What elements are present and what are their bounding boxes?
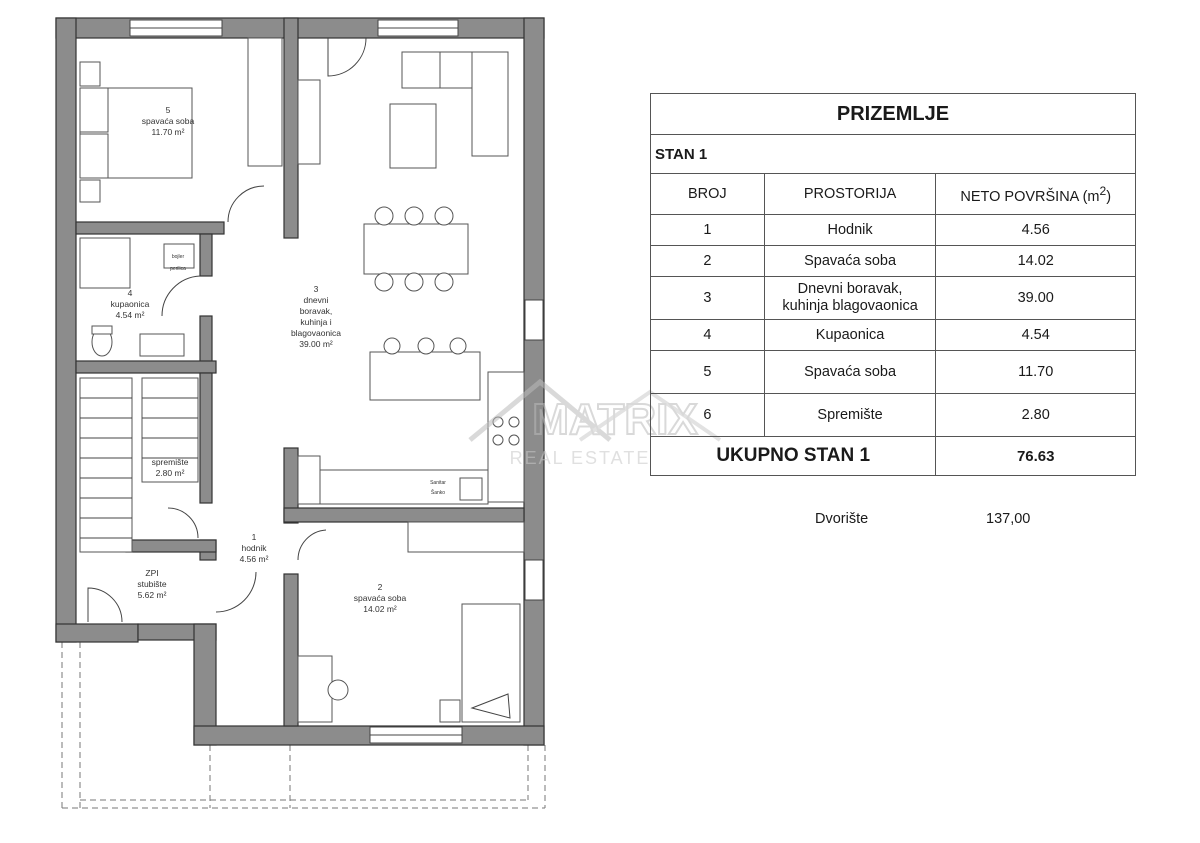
- svg-text:4: 4: [127, 288, 133, 298]
- row-area: 2.80: [936, 394, 1136, 437]
- row-area: 11.70: [936, 351, 1136, 394]
- svg-text:ZPI: ZPI: [145, 568, 159, 578]
- svg-text:3: 3: [313, 284, 319, 294]
- yard-label: Dvorište: [815, 511, 869, 527]
- total-label: UKUPNO STAN 1: [651, 437, 936, 476]
- row-number: 5: [651, 351, 765, 394]
- wardrobe-hall: [298, 80, 320, 164]
- header-broj: BROJ: [651, 174, 765, 215]
- svg-text:boravak,: boravak,: [299, 306, 333, 316]
- table-row: [651, 246, 1136, 277]
- row-room: Dnevni boravak, kuhinja blagovaonica: [764, 277, 936, 320]
- svg-text:4.56 m²: 4.56 m²: [239, 554, 269, 564]
- kitchen-island: [370, 338, 480, 400]
- sofa: [390, 52, 508, 168]
- bed-room2: [298, 522, 524, 722]
- svg-text:4.54 m²: 4.54 m²: [115, 310, 145, 320]
- svg-text:spremište: spremište: [151, 457, 189, 467]
- yard-value: 137,00: [986, 511, 1031, 527]
- svg-text:11.70 m²: 11.70 m²: [151, 127, 185, 137]
- row-room: Spavaća soba: [764, 351, 936, 394]
- row-area: 4.56: [936, 215, 1136, 246]
- table-header: [651, 174, 1136, 215]
- svg-text:spavaća soba: spavaća soba: [141, 116, 195, 126]
- svg-text:stubište: stubište: [137, 579, 167, 589]
- fixture-label-1: bojler: [171, 254, 185, 260]
- svg-text:dnevni: dnevni: [303, 295, 329, 305]
- row-number: 1: [651, 215, 765, 246]
- table-row: [651, 351, 1136, 394]
- svg-text:1: 1: [251, 532, 257, 542]
- row-area: 4.54: [936, 320, 1136, 351]
- svg-text:14.02 m²: 14.02 m²: [363, 604, 397, 614]
- table-row: [651, 215, 1136, 246]
- row-area: 39.00: [936, 277, 1136, 320]
- zpi-label: [137, 568, 167, 600]
- svg-text:spavaća soba: spavaća soba: [353, 593, 407, 603]
- row-room: Spavaća soba: [764, 246, 936, 277]
- row-number: 6: [651, 394, 765, 437]
- watermark-brand: MATRIX: [532, 395, 698, 444]
- row-room: Hodnik: [764, 215, 936, 246]
- header-prostorija: PROSTORIJA: [764, 174, 936, 215]
- svg-text:2: 2: [377, 582, 383, 592]
- svg-text:5: 5: [165, 105, 171, 115]
- table-row: [651, 277, 1136, 320]
- dining-table: [364, 207, 468, 291]
- room6-label: [152, 457, 189, 478]
- room3-label: [291, 284, 341, 349]
- room4-label: [111, 288, 150, 320]
- svg-text:5.62 m²: 5.62 m²: [137, 590, 167, 600]
- row-room: Spremište: [764, 394, 936, 437]
- svg-text:blagovaonica: blagovaonica: [290, 328, 342, 338]
- svg-text:39.00 m²: 39.00 m²: [299, 339, 333, 349]
- fixture-label-2: perilica: [170, 266, 186, 272]
- row-number: 3: [651, 277, 765, 320]
- total-row: [651, 437, 1136, 476]
- room1-label: [240, 532, 269, 564]
- bedroom2-door-swing: [298, 530, 326, 560]
- hallway-door-swing: [216, 572, 256, 612]
- room2-label: [354, 582, 407, 614]
- watermark-sub: REAL ESTATE: [509, 448, 651, 468]
- fixture-label-3: Sanitar: [430, 480, 446, 486]
- svg-text:kupaonica: kupaonica: [110, 299, 150, 309]
- svg-text:2.80 m²: 2.80 m²: [155, 468, 185, 478]
- row-room: Kupaonica: [764, 320, 936, 351]
- svg-text:kuhinja i: kuhinja i: [300, 317, 332, 327]
- entry-door-swing: [328, 38, 366, 76]
- table-title: PRIZEMLJE: [651, 94, 1136, 135]
- total-value: 76.63: [936, 437, 1136, 476]
- fixture-label-4: Šanko: [430, 490, 446, 496]
- table-row: [651, 320, 1136, 351]
- table-row: [651, 394, 1136, 437]
- row-number: 2: [651, 246, 765, 277]
- row-number: 4: [651, 320, 765, 351]
- header-neto: NETO POVRŠINA $(m^2)$: [936, 174, 1136, 215]
- svg-text:hodnik: hodnik: [241, 543, 267, 553]
- row-area: 14.02: [936, 246, 1136, 277]
- area-table: [650, 93, 1136, 476]
- unit-name: STAN 1: [651, 135, 1136, 174]
